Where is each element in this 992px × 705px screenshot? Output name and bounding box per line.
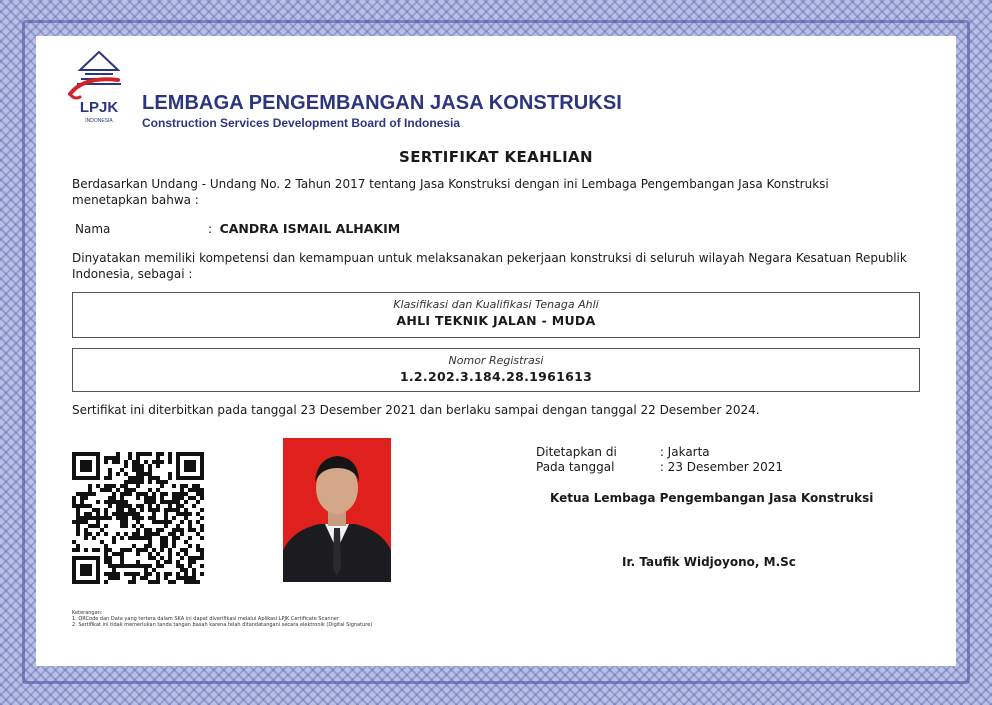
- registration-box: [72, 348, 920, 392]
- name-value: CANDRA ISMAIL ALHAKIM: [219, 221, 401, 236]
- certificate-title: SERTIFIKAT KEAHLIAN: [398, 148, 594, 166]
- issue-date-row: [536, 460, 783, 474]
- certificate-paper: [36, 36, 956, 666]
- name-separator: :: [208, 221, 213, 236]
- org-name: LEMBAGA PENGEMBANGAN JASA KONSTRUKSI: [142, 92, 622, 114]
- issue-date-value: : 23 Desember 2021: [659, 460, 784, 474]
- org-subtitle: Construction Services Development Board of Indonesia: [142, 116, 461, 130]
- note-item: 2. Sertifikat ini tidak memerlukan tanda tangan basah karena telah ditandatangani secara elektronik (Digital Signature): [72, 622, 373, 628]
- registration-caption: Nomor Registrasi: [448, 354, 544, 367]
- notes-heading: Keterangan:: [72, 610, 103, 616]
- classification-caption: Klasifikasi dan Kualifikasi Tenaga Ahli: [393, 298, 599, 311]
- validity-text: Sertifikat ini diterbitkan pada tanggal 23 Desember 2021 dan berlaku sampai dengan tanggal 22 Desember 2024.: [72, 403, 760, 417]
- name-row: [208, 221, 400, 236]
- lpjk-logo: [66, 50, 132, 128]
- portrait-photo: [283, 438, 391, 582]
- logo-subtext: INDONESIA: [85, 118, 113, 124]
- issue-place-row: [536, 445, 710, 459]
- chief-title: Ketua Lembaga Pengembangan Jasa Konstruksi: [550, 491, 874, 505]
- intro-text: Berdasarkan Undang - Undang No. 2 Tahun 2017 tentang Jasa Konstruksi dengan ini Lembaga Pengembangan Jasa Konstruksi menetapkan bahwa :: [72, 177, 829, 207]
- signer-name: Ir. Taufik Widjoyono, M.Sc: [622, 555, 796, 569]
- registration-value: 1.2.202.3.184.28.1961613: [399, 369, 593, 384]
- classification-value: AHLI TEKNIK JALAN - MUDA: [396, 313, 596, 328]
- qr-code: [72, 452, 204, 584]
- declaration-text: Dinyatakan memiliki kompetensi dan kemampuan untuk melaksanakan pekerjaan konstruksi di seluruh wilayah Negara Kesatuan Republik Indonesia, sebagai :: [72, 251, 907, 281]
- issue-date-label: Pada tanggal: [536, 460, 615, 474]
- issue-place-value: : Jakarta: [659, 445, 710, 459]
- logo-text: LPJK: [79, 99, 119, 116]
- name-label: Nama: [75, 222, 111, 236]
- note-item: 1. QRCode dan Data yang tertera dalam SKA ini dapat diverifikasi melalui Aplikasi LPJK Certificate Scanner: [72, 616, 339, 622]
- notes: [72, 610, 372, 628]
- classification-box: [72, 292, 920, 338]
- issue-place-label: Ditetapkan di: [536, 445, 617, 459]
